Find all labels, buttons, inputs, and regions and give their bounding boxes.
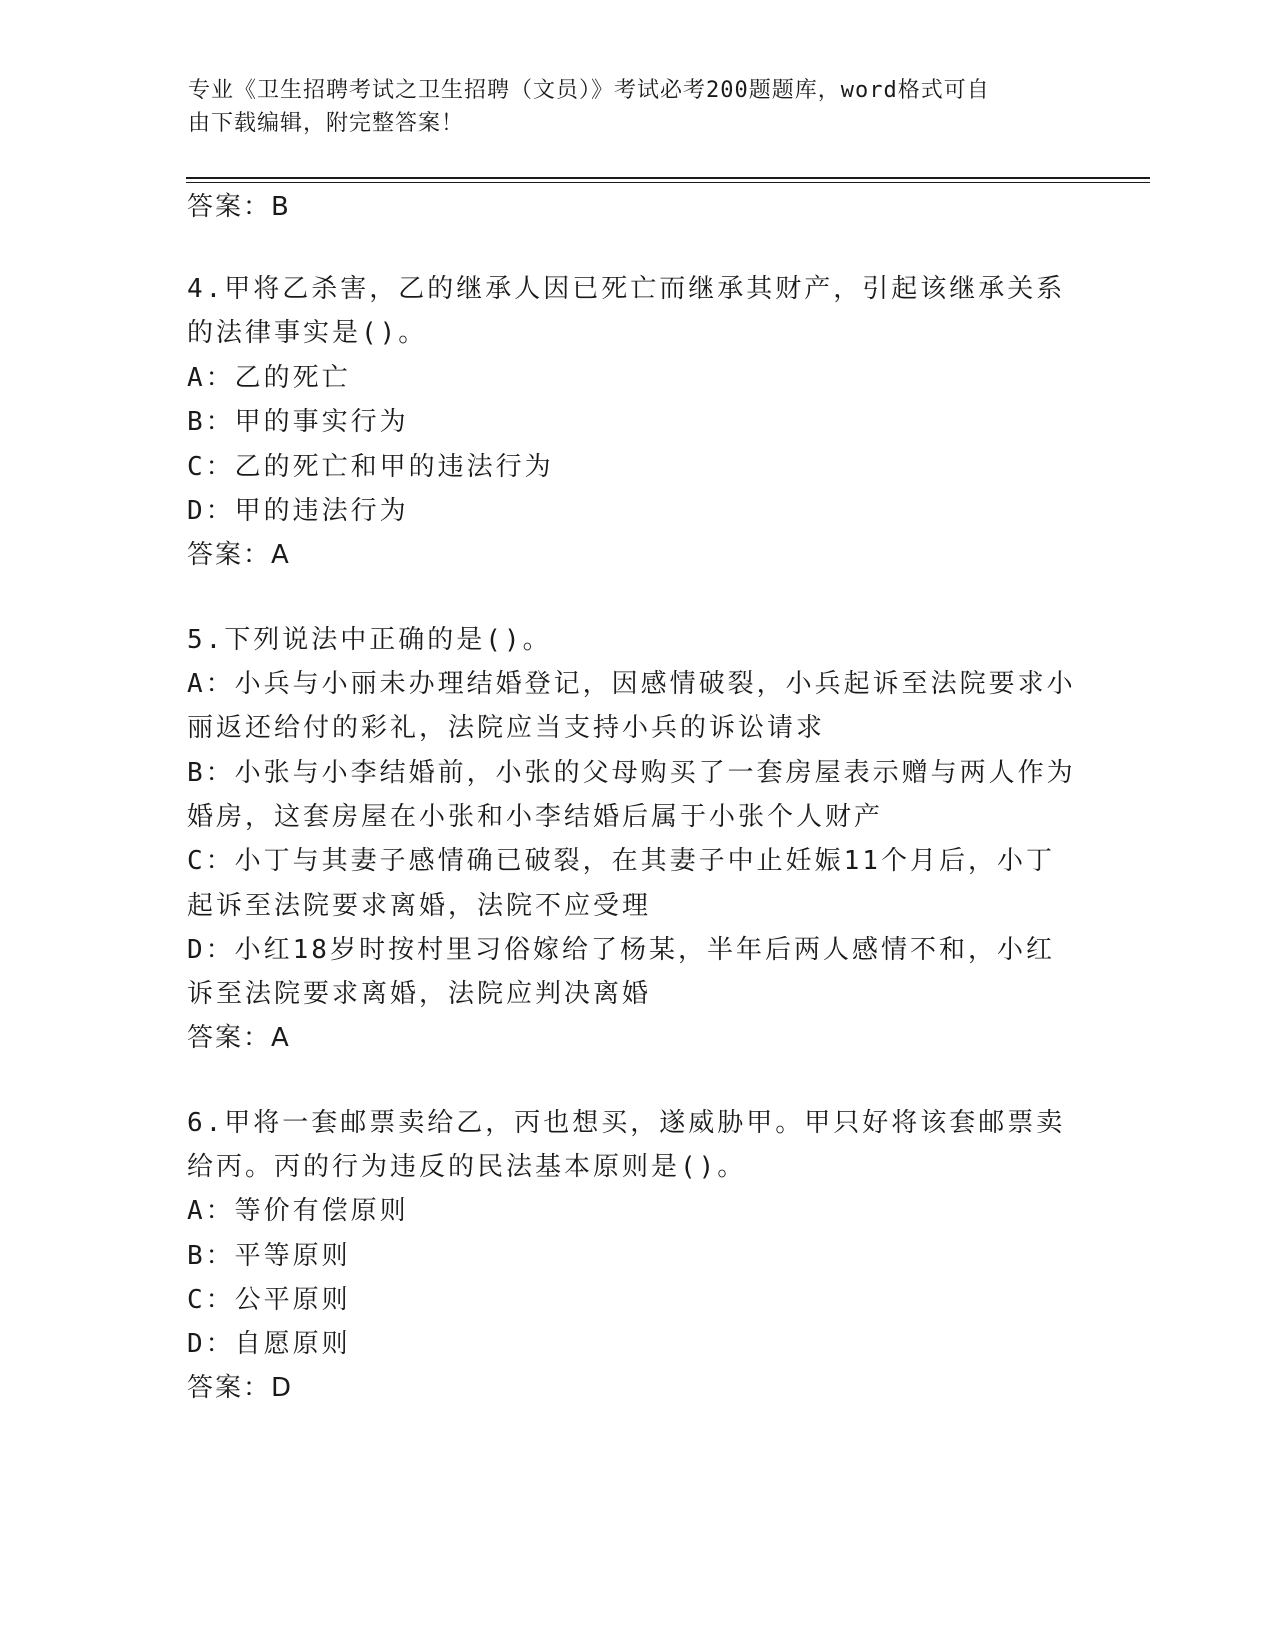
q6-stem-line-2: 给丙。丙的行为违反的民法基本原则是()。 <box>187 1152 747 1182</box>
header-divider-thin <box>186 182 1150 183</box>
q4-answer: 答案：A <box>187 540 291 570</box>
q5-option-d-line-1: D：小红18岁时按村里习俗嫁给了杨某，半年后两人感情不和，小红 <box>187 935 1055 965</box>
q6-option-c: C：公平原则 <box>187 1285 351 1315</box>
q5-option-d-line-2: 诉至法院要求离婚，法院应判决离婚 <box>187 979 652 1009</box>
header-line-1: 专业《卫生招聘考试之卫生招聘（文员）》考试必考200题题库，word格式可自 <box>188 78 990 103</box>
previous-answer: 答案：B <box>187 192 291 222</box>
q4-stem-line-2: 的法律事实是()。 <box>187 318 428 348</box>
q4-option-a: A：乙的死亡 <box>187 363 351 393</box>
q6-option-a: A：等价有偿原则 <box>187 1196 409 1226</box>
q5-option-a-line-1: A：小兵与小丽未办理结婚登记，因感情破裂，小兵起诉至法院要求小 <box>187 669 1076 699</box>
q4-stem-line-1: 4.甲将乙杀害，乙的继承人因已死亡而继承其财产，引起该继承关系 <box>187 274 1066 304</box>
q5-answer: 答案：A <box>187 1023 291 1053</box>
q6-option-b: B：平等原则 <box>187 1241 351 1271</box>
q6-option-d: D：自愿原则 <box>187 1329 351 1359</box>
q5-stem: 5.下列说法中正确的是()。 <box>187 625 552 655</box>
q5-option-c-line-1: C：小丁与其妻子感情确已破裂，在其妻子中止妊娠11个月后，小丁 <box>187 846 1055 876</box>
q4-option-b: B：甲的事实行为 <box>187 407 409 437</box>
q6-stem-line-1: 6.甲将一套邮票卖给乙，丙也想买，遂威胁甲。甲只好将该套邮票卖 <box>187 1108 1066 1138</box>
document-header <box>188 74 1068 140</box>
q5-option-a-line-2: 丽返还给付的彩礼，法院应当支持小兵的诉讼请求 <box>187 713 826 743</box>
header-line-2: 由下载编辑，附完整答案！ <box>188 111 465 136</box>
q4-option-c: C：乙的死亡和甲的违法行为 <box>187 452 554 482</box>
q4-option-d: D：甲的违法行为 <box>187 496 409 526</box>
header-divider-thick <box>186 177 1150 179</box>
q5-option-b-line-2: 婚房，这套房屋在小张和小李结婚后属于小张个人财产 <box>187 802 884 832</box>
q6-answer: 答案：D <box>187 1373 294 1403</box>
q5-option-c-line-2: 起诉至法院要求离婚，法院不应受理 <box>187 891 652 921</box>
q5-option-b-line-1: B：小张与小李结婚前，小张的父母购买了一套房屋表示赠与两人作为 <box>187 758 1076 788</box>
